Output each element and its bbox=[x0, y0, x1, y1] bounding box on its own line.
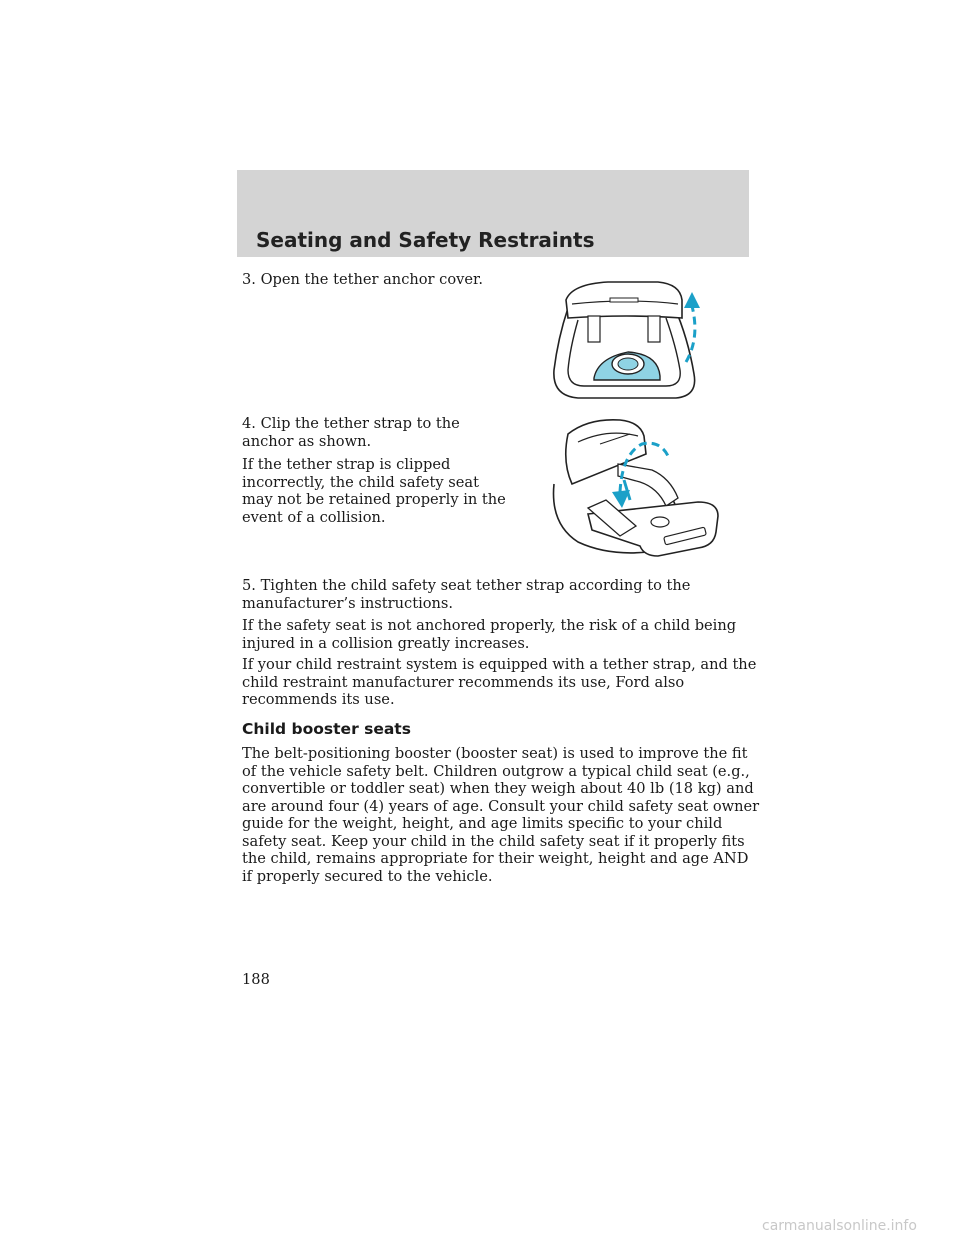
page-number: 188 bbox=[242, 971, 270, 988]
step-4-warning: If the tether strap is clipped incorrectly, the child safety seat may not be retained properly in the event of a collision. bbox=[242, 456, 506, 526]
section-title: Seating and Safety Restraints bbox=[256, 228, 595, 252]
step-5-text: 5. Tighten the child safety seat tether strap according to the manufacturer’s instructions. bbox=[242, 577, 691, 612]
tether-strap-clip-illustration bbox=[548, 414, 724, 566]
booster-seats-body: The belt-positioning booster (booster seat) is used to improve the fit of the vehicle safety belt. Children outgrow a typical child seat (e.g., convertible or toddler seat) when they weigh about 40 lb (18 kg) and are around four (4) years of age. Consult your child safety seat owner guide for the weight, height, and age limits specific to your child safety seat. Keep your child in the child safety seat if it properly fits the child, remains appropriate for their weight, height and age AND if properly secured to the vehicle. bbox=[242, 745, 760, 885]
step-4-text: 4. Clip the tether strap to the anchor as shown. bbox=[242, 415, 460, 450]
watermark: carmanualsonline.info bbox=[762, 1218, 917, 1234]
step-3-text: 3. Open the tether anchor cover. bbox=[242, 271, 484, 288]
booster-seats-heading: Child booster seats bbox=[242, 720, 411, 738]
anchor-warning-paragraph: If the safety seat is not anchored properly, the risk of a child being injured in a collision greatly increases. bbox=[242, 617, 737, 652]
tether-recommendation-paragraph: If your child restraint system is equipped with a tether strap, and the child restraint manufacturer recommends its use, Ford also recommends its use. bbox=[242, 656, 757, 708]
tether-anchor-cover-open-illustration bbox=[548, 278, 714, 402]
